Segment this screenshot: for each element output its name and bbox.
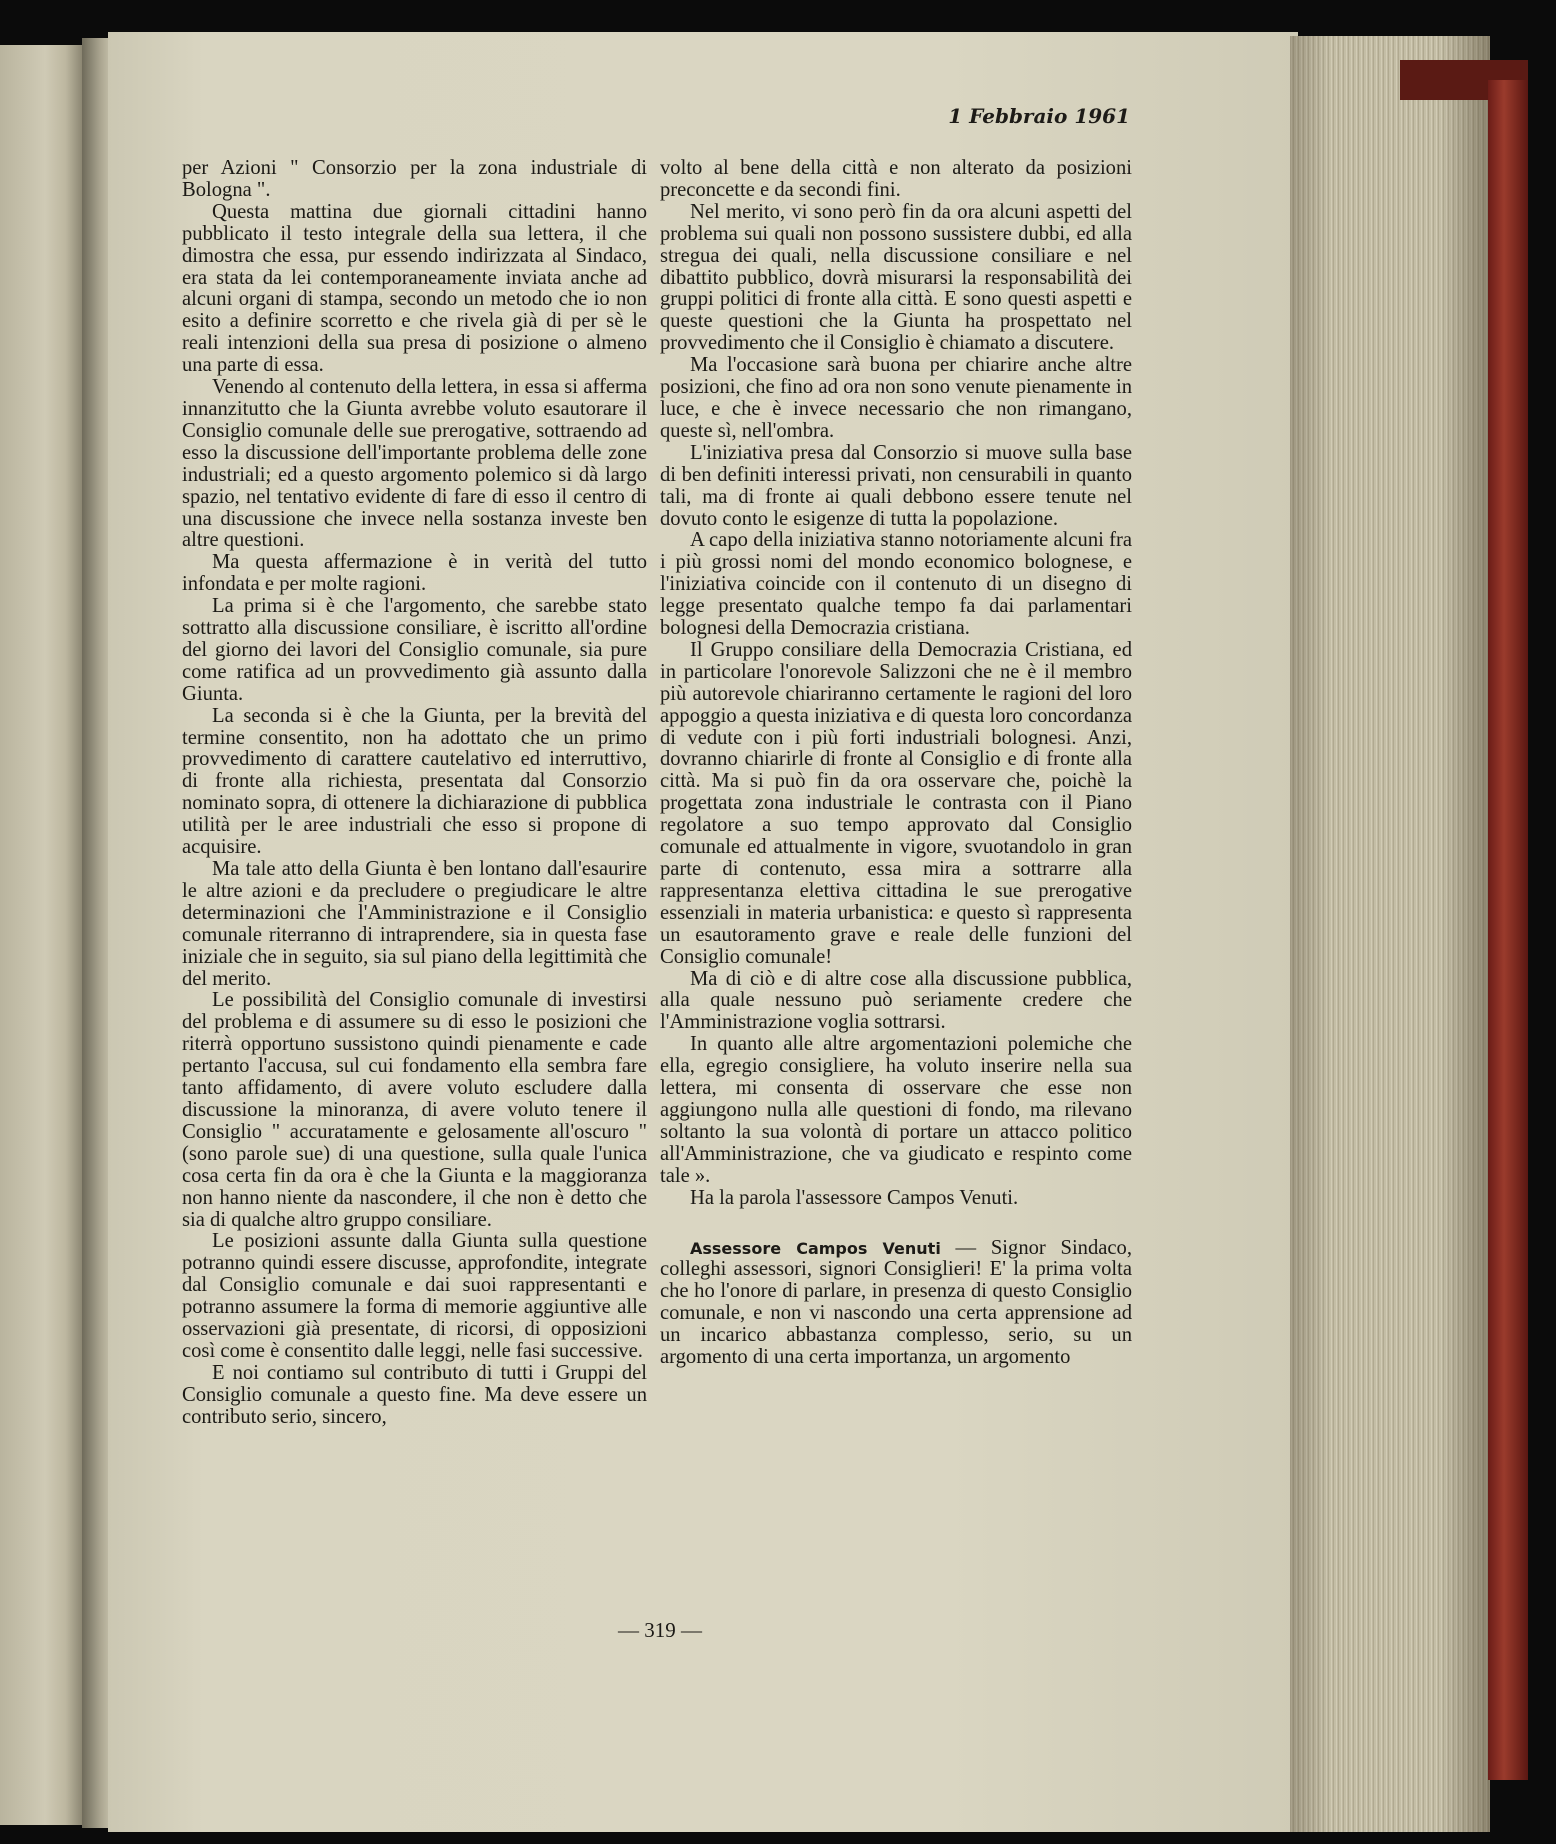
paragraph: per Azioni " Consorzio per la zona industriale di Bologna ". — [182, 157, 647, 201]
paragraph: Ma tale atto della Giunta è ben lontano dall'esaurire le altre azioni e da precludere o pregiudicare le altre determinazioni che l'Amministrazione e il Consiglio comunale riterranno di intraprendere, sia in questa fase iniziale che in seguito, sia sul piano della legittimità che del merito. — [182, 858, 647, 990]
book-cover — [1488, 80, 1528, 1780]
right-text-column — [660, 158, 1132, 1369]
paragraph: A capo della iniziativa stanno notoriamente alcuni fra i più grossi nomi del mondo economico bolognese, e l'iniziativa coincide con il contenuto di un disegno di legge presentato qualche tempo fa dai parlamentari bolognesi della Democrazia cristiana. — [660, 529, 1132, 640]
speech-paragraph — [660, 1238, 1132, 1369]
paragraph: L'iniziativa presa dal Consorzio si muove sulla base di ben definiti interessi privati, non censurabili in quanto tali, ma di fronte ai quali debbono essere tenute nel dovuto conto le esigenze di tutta la popolazione. — [660, 441, 1132, 530]
left-text-column — [182, 158, 647, 1429]
paragraph: Le posizioni assunte dalla Giunta sulla questione potranno quindi essere discusse, approfondite, integrate dal Consiglio comunale e dai suoi rappresentanti e potranno assumere la forma di memorie aggiuntive alle osservazioni già presentate, di ricorsi, di opposizioni così come è consentito dalle leggi, nelle fasi successive. — [182, 1230, 647, 1362]
paragraph: E noi contiamo sul contributo di tutti i Gruppi del Consiglio comunale a questo fine. Ma deve essere un contributo serio, sincero, — [182, 1361, 647, 1428]
speaker-name: Assessore Campos Venuti — [690, 1238, 941, 1258]
paragraph: La seconda si è che la Giunta, per la brevità del termine consentito, non ha adottato che un primo provvedimento di carattere cautelativo ed interruttivo, di fronte alla richiesta, presentata dal Consorzio nominato sopra, di ottenere la dichiarazione di pubblica utilità per le aree industriali che esso si propone di acquisire. — [182, 704, 647, 859]
paragraph: In quanto alle altre argomentazioni polemiche che ella, egregio consigliere, ha voluto inserire nella sua lettera, mi consenta di osservare che esse non aggiungono nulla alle questioni di fondo, ma rilevano soltanto la sua volontà di portare un attacco politico all'Amministrazione, che va giudicato e respinto come tale ». — [660, 1033, 1132, 1187]
page-header-date: 1 Febbraio 1961 — [948, 104, 1130, 128]
paragraph: Le possibilità del Consiglio comunale di investirsi del problema e di assumere su di esso le posizioni che riterrà opportuno sussistono quindi pienamente e cade pertanto l'accusa, sul cui fondamento ella sembra fare tanto affidamento, di avere voluto escludere dalla discussione la minoranza, di avere voluto tenere il Consiglio " accuratamente e gelosamente all'oscuro " (sono parole sue) di una questione, sulla quale l'unica cosa certa fin da ora è che la Giunta e la maggioranza non hanno niente da nascondere, il che non è detto che sia di qualche altro gruppo consiliare. — [182, 989, 647, 1231]
paragraph: Nel merito, vi sono però fin da ora alcuni aspetti del problema sui quali non possono sussistere dubbi, ed alla stregua dei quali, nella discussione consiliare e nel dibattito pubblico, dovrà misurarsi la responsabilità dei gruppi politici di fronte alla città. E sono questi aspetti e queste questioni che la Giunta ha prospettato nel provvedimento che il Consiglio è chiamato a discutere. — [660, 200, 1132, 355]
paragraph: Venendo al contenuto della lettera, in essa si afferma innanzitutto che la Giunta avrebbe voluto esautorare il Consiglio comunale delle sue prerogative, sottraendo ad esso la discussione dell'importante problema delle zone industriali; ed a questo argomento polemico si dà largo spazio, nel tentativo evidente di fare di esso il centro di una discussione che invece nella sostanza investe ben altre questioni. — [182, 376, 647, 552]
paragraph: Ma l'occasione sarà buona per chiarire anche altre posizioni, che fino ad ora non sono venute pienamente in luce, e che è invece necessario che non rimangano, queste sì, nell'ombra. — [660, 354, 1132, 442]
paragraph: volto al bene della città e non alterato da posizioni preconcette e da secondi fini. — [660, 157, 1132, 201]
page-number: — 319 — — [618, 1618, 702, 1642]
paragraph: Ma questa affermazione è in verità del tutto infondata e per molte ragioni. — [182, 551, 647, 596]
left-facing-page — [0, 45, 82, 1825]
paragraph: Il Gruppo consiliare della Democrazia Cristiana, ed in particolare l'onorevole Salizzoni che ne è il membro più autorevole chiariranno certamente le ragioni del loro appoggio a questa iniziativa e di questa loro concordanza di vedute con i più forti industriali bolognesi. Anzi, dovranno chiarirle di fronte al Consiglio e di fronte alla città. Ma si può fin da ora osservare che, poichè la progettata zona industriale le contrasta con il Piano regolatore a suo tempo approvato dal Consiglio comunale ed attualmente in vigore, svuotandolo in gran parte di contenuto, essa mira a sottrarre alla rappresentanza elettiva cittadina le sue prerogative essenziali in materia urbanistica: e questo sì rappresenta un esautoramento grave e reale delle funzioni del Consiglio comunale! — [660, 638, 1132, 968]
page-edges-shade — [1290, 36, 1490, 1832]
paragraph: Ha la parola l'assessore Campos Venuti. — [690, 1186, 1019, 1209]
speech-text: — Signor Sindaco, colleghi assessori, signori Consiglieri! E' la prima volta che ho l'onore di parlare, in presenza di questo Consiglio comunale, e non vi nascondo una certa apprensione ad un incarico abbastanza complesso, serio, su un argomento di una certa importanza, un argomento — [660, 1236, 1132, 1369]
paragraph: La prima si è che l'argomento, che sarebbe stato sottratto alla discussione consiliare, è iscritto all'ordine del giorno dei lavori del Consiglio comunale, sia pure come ratifica ad un provvedimento già assunto dalla Giunta. — [182, 595, 647, 705]
paragraph: Ma di ciò e di altre cose alla discussione pubblica, alla quale nessuno può seriamente credere che l'Amministrazione voglia sottrarsi. — [660, 967, 1132, 1034]
paragraph: Questa mattina due giornali cittadini hanno pubblicato il testo integrale della sua lettera, il che dimostra che essa, pur essendo indirizzata al Sindaco, era stata da lei contemporaneamente inviata anche ad alcuni organi di stampa, secondo un metodo che io non esito a definire scorretto e che rivela già di per sè le reali intenzioni della sua presa di posizione o almeno una parte di essa. — [182, 200, 647, 377]
